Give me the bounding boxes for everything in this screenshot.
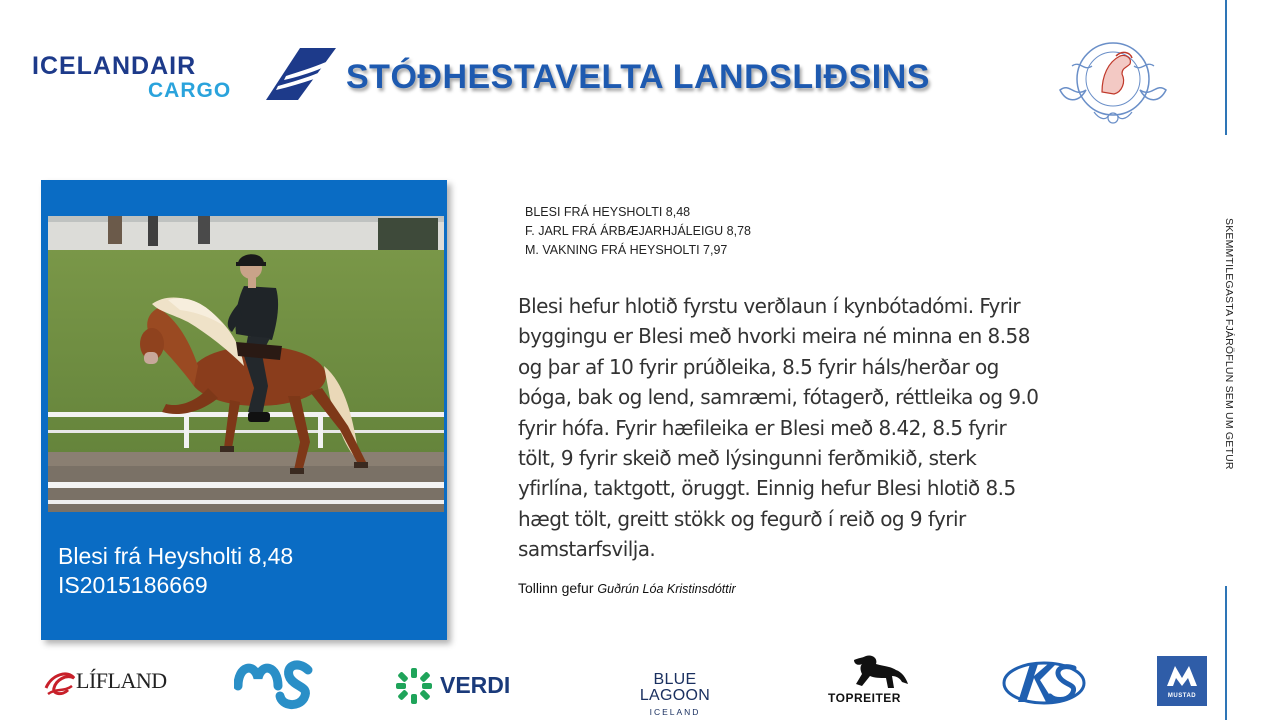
horse-photo [48,216,444,512]
horse-description [518,291,1058,565]
caption-registration-id: IS2015186669 [58,571,208,598]
blue-lagoon-subtext: ICELAND [649,707,701,717]
sponsor-lifland-logo [42,664,182,700]
icelandair-tail-icon [240,46,340,102]
description-line: yfirlína, taktgott, öruggt. Einnig hefur Blesi hlotið 8.5 [518,476,1016,501]
side-slogan-text: SKEMMTILEGASTA FJÁRÖFLUN SEM UM GETUR [1223,218,1235,470]
ms-logo-icon [234,656,316,710]
description-line: og þar af 10 fyrir prúðleika, 8.5 fyrir háls/herðar og [518,354,999,379]
donor-line [518,581,736,596]
verdi-star-icon [394,666,434,706]
horse-card [41,180,447,640]
sponsor-mustad-logo [1157,656,1207,706]
description-line: byggingu er Blesi með hvorki meira né minna en 8.58 [518,324,1030,349]
pedigree-mother: M. VAKNING FRÁ HEYSHOLTI 7,97 [525,242,728,257]
sponsor-verdi-logo [394,664,519,704]
divider-line-bottom [1225,586,1227,720]
sponsor-topreiter-logo [826,654,918,706]
side-slogan [1216,218,1236,508]
description-line: bóga, bak og lend, samræmi, fótagerð, réttleika og 9.0 [518,385,1039,410]
verdi-text: VERDI [440,672,511,698]
topreiter-horse-icon [832,654,912,692]
description-line: hægt tölt, greitt stökk og fegurð í reið og 9 fyrir [518,506,966,531]
logo-word-cargo: CARGO [148,79,232,102]
card-caption [58,542,293,600]
pedigree-horse: BLESI FRÁ HEYSHOLTI 8,48 [525,205,691,219]
description-line: fyrir hófa. Fyrir hæfileika er Blesi með 8.42, 8.5 fyrir [518,415,1007,440]
pedigree-block [525,203,751,259]
description-line: tölt, 9 fyrir skeið með lýsingunni ferðmikið, sterk [518,445,977,470]
donor-prefix: Tollinn gefur [518,580,594,596]
blue-lagoon-text: BLUE LAGOON [639,671,711,704]
donor-name: Guðrún Lóa Kristinsdóttir [597,582,736,596]
pedigree-father: F. JARL FRÁ ÁRBÆJARHJÁLEIGU 8,78 [525,223,751,238]
divider-line-top [1225,0,1227,135]
icelandair-cargo-logo [32,46,307,104]
description-line: Blesi hefur hlotið fyrstu verðlaun í kynbótadómi. Fyrir [518,294,1021,318]
mustad-text: MUSTAD [1167,693,1197,699]
landssamband-seal-icon [1052,32,1174,126]
mustad-logo-icon [1157,656,1207,692]
page-title: STÓÐHESTAVELTA LANDSLIÐSINS [346,58,930,96]
sponsor-blue-lagoon-logo [620,671,730,717]
caption-horse-name: Blesi frá Heysholti 8,48 [58,543,294,569]
description-line: samstarfsvilja. [518,537,656,562]
ks-logo-icon [1000,658,1086,708]
logo-word-icelandair: ICELANDAIR [32,52,197,80]
lifland-swirl-icon [42,664,78,700]
topreiter-text: TOPREITER [828,691,901,705]
lifland-text: LÍFLAND [76,668,167,693]
